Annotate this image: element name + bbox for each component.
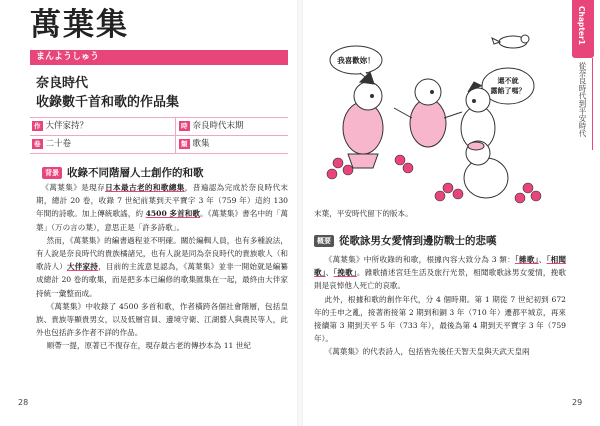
chapter-label: Chapter1: [577, 6, 586, 45]
speech-bubble-1: [330, 46, 382, 84]
paragraph: 《萬葉集》是現存日本最古老的和歌總集，普遍認為完成於奈良時代末期，總計 20 卷，收錄 7 世紀前葉到天平寶字 3 年（759 年）這約 130 年間的詩歌。加上傳統歌謠，約 4500 多首和歌。《萬葉集》書名中的「萬葉」（万の言の葉），意思正是「許多詩歌」。: [36, 183, 289, 232]
paragraph: 然而，《萬葉集》的編書過程並不明確。關於編輯人員，也有多種說法，有人說是奈良時代的貴族橘諸兄，也有人說是同為奈良時代的貴族歌人（和歌詩人）大伴家持，目前的主流意見認為，《萬葉集》並非一開始就是編纂成總計 20 卷的歌集，而是把多本已編修的歌集匯集在一起，最終由大伴家持統一彙整而成。: [36, 235, 289, 298]
kana-bar: [30, 50, 288, 65]
subtitle-era: 奈良時代: [36, 76, 89, 91]
info-era: 時 奈良時代末期: [181, 121, 244, 131]
illustration: [308, 28, 558, 206]
paragraph: 《萬葉集》中所收錄的和歌，根據內容大致分為 3 類：「雜歌」、「相聞歌」、「挽歌」。雜歌描述宮廷生活及旅行光景，相聞歌歌詠男女愛情，挽歌則是哀悼他人死亡的哀歌。: [314, 255, 567, 291]
character-man-icon: [343, 72, 383, 168]
page-number-right: 29: [572, 398, 583, 407]
bird-icon: [492, 35, 529, 48]
info-volumes: 卷 二十卷: [34, 139, 72, 149]
book-gutter: [297, 0, 303, 426]
section-background-heading: 背景 收錄不同階層人士創作的和歌: [42, 165, 204, 180]
paragraph: 此外，根據和歌的創作年代，分 4 個時期。第 1 期從 7 世紀初到 672 年的壬申之亂，接著術接第 2 期到和銅 3 年（710 年）遷都平城京，再來接續第 3 期到天平 5 年（733 年），最後為第 4 期到天平寶字 3 年（759 年）。: [314, 294, 566, 344]
page-title: 萬葉集: [30, 7, 129, 43]
subtitle-description: 收錄數千首和歌的作品集: [36, 95, 180, 110]
page-number-left: 28: [18, 398, 29, 407]
speech-text-2a: 還不就: [497, 77, 519, 85]
speech-text-2b: 露餡了嗎？: [490, 87, 526, 95]
character-bowing-icon: [464, 141, 508, 198]
section-badge: 概要: [314, 235, 334, 247]
speech-text-1: 我喜歡妳！: [337, 56, 375, 65]
left-body-text: [36, 181, 288, 353]
info-author: 作 大伴家持？: [34, 121, 89, 131]
character-dancer-icon: [394, 79, 462, 147]
paragraph: 《萬葉集》中收錄了 4500 多首和歌，作者橫跨各個社會階層，包括皇族、貴族等顯貴男女，以及低層官員、邊境守衛、江湖藝人與農民等人，此外也包括許多作者不詳的作品。: [36, 301, 288, 338]
info-genre: 類 歌集: [181, 139, 210, 149]
chapter-subtitle: 從奈良時代到平安時代: [578, 62, 587, 137]
chapter-tab: [572, 0, 594, 150]
section-badge: 背景: [42, 167, 62, 179]
right-body-text: [314, 253, 566, 359]
kana-reading: まんようしゅう: [36, 52, 100, 62]
info-grid: [30, 117, 288, 153]
paragraph: 《萬葉集》的代表詩人，包括皆先後任天智天皇與天武天皇兩: [324, 347, 530, 357]
section-summary-heading: 概要 從歌詠男女愛情到邊防戰士的悲嘆: [314, 233, 497, 248]
right-continued-text: 末葉，平安時代留下的版本。: [314, 209, 413, 218]
paragraph: 順帶一提，原著已不復存在，現存最古老的傳抄本為 11 世紀: [46, 341, 251, 351]
